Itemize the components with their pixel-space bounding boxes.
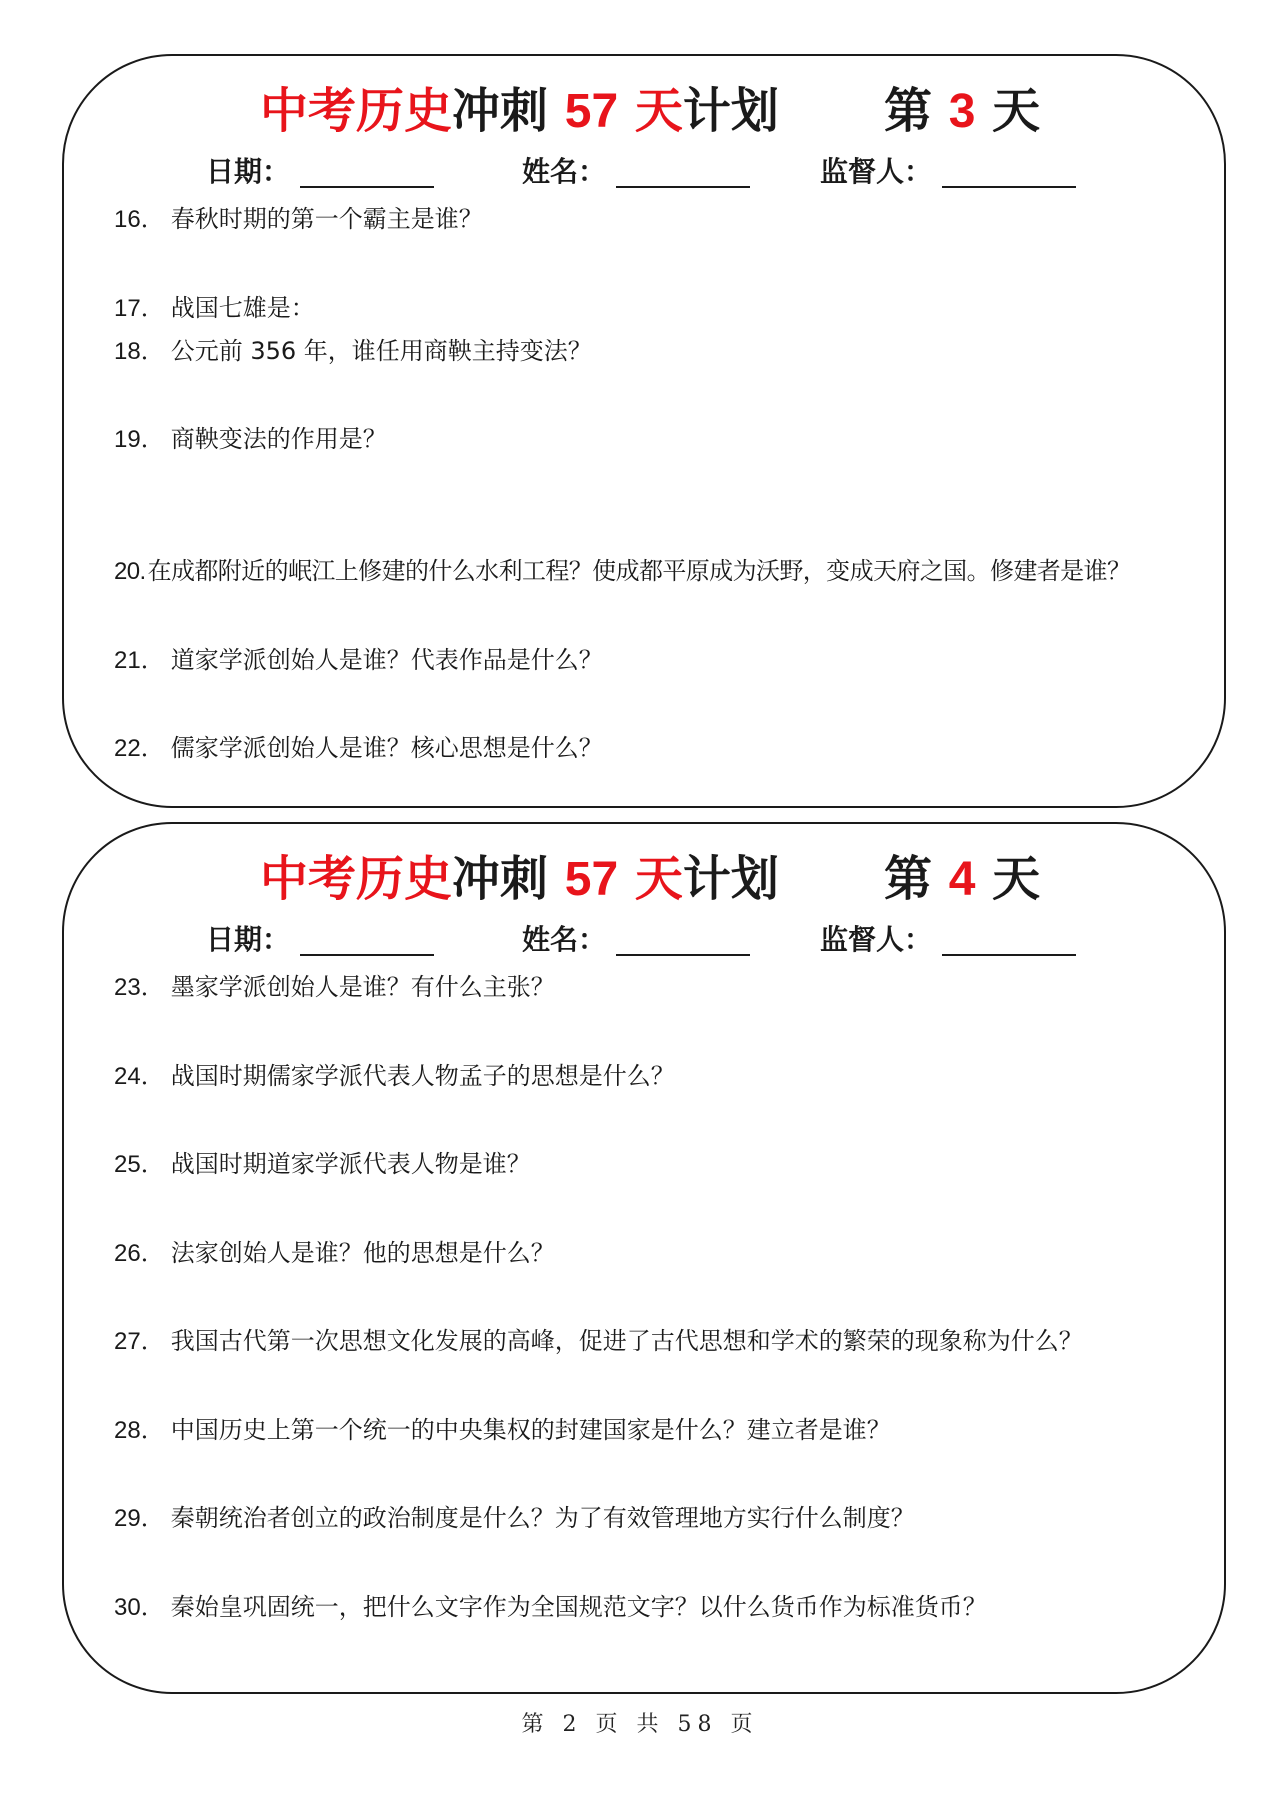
question-item: 29． 秦朝统治者创立的政治制度是什么？为了有效管理地方实行什么制度？ xyxy=(114,1504,915,1532)
info-fields xyxy=(64,152,1224,192)
name-blank[interactable] xyxy=(616,158,750,188)
question-item: 20.在成都附近的岷江上修建的什么水利工程？使成都平原成为沃野，变成天府之国。修建者是谁？ xyxy=(114,557,1131,585)
card-title xyxy=(64,80,1224,142)
title-sprint: 冲刺 xyxy=(452,83,549,139)
day-4-card xyxy=(62,822,1226,1694)
question-item: 27． 我国古代第一次思想文化发展的高峰，促进了古代思想和学术的繁荣的现象称为什么？ xyxy=(114,1327,1083,1355)
supervisor-field[interactable] xyxy=(820,920,1076,960)
card-title xyxy=(64,848,1224,910)
name-field[interactable] xyxy=(522,920,750,960)
info-fields xyxy=(64,920,1224,960)
question-item: 18． 公元前 356 年，谁任用商鞅主持变法？ xyxy=(114,337,592,365)
date-blank[interactable] xyxy=(300,926,434,956)
question-item: 26． 法家创始人是谁？他的思想是什么？ xyxy=(114,1239,555,1267)
question-item: 25． 战国时期道家学派代表人物是谁？ xyxy=(114,1150,531,1178)
title-subject: 中考历史 xyxy=(260,83,453,139)
question-item: 16． 春秋时期的第一个霸主是谁？ xyxy=(114,205,483,233)
date-label: 日期： xyxy=(206,923,291,956)
title-days-count: 57 xyxy=(564,853,619,906)
day-number: 3 xyxy=(948,85,976,138)
day-number: 4 xyxy=(948,853,976,906)
date-label: 日期： xyxy=(206,155,291,188)
supervisor-label: 监督人： xyxy=(820,923,933,956)
page-footer: 第 2 页 共 58 页 xyxy=(521,1712,759,1737)
title-days-unit: 天 xyxy=(634,851,683,907)
title-plan: 计划 xyxy=(682,83,779,139)
title-subject: 中考历史 xyxy=(260,851,453,907)
supervisor-field[interactable] xyxy=(820,152,1076,192)
name-label: 姓名： xyxy=(522,155,607,188)
supervisor-blank[interactable] xyxy=(942,158,1076,188)
question-item: 28． 中国历史上第一个统一的中央集权的封建国家是什么？建立者是谁？ xyxy=(114,1416,891,1444)
date-field[interactable] xyxy=(206,920,434,960)
date-field[interactable] xyxy=(206,152,434,192)
title-sprint: 冲刺 xyxy=(452,851,549,907)
plan-title xyxy=(260,80,779,143)
title-plan: 计划 xyxy=(682,851,779,907)
question-item: 17． 战国七雄是： xyxy=(114,294,315,322)
day-3-card xyxy=(62,54,1226,808)
plan-title xyxy=(260,848,779,911)
name-field[interactable] xyxy=(522,152,750,192)
title-days-unit: 天 xyxy=(634,83,683,139)
question-item: 24． 战国时期儒家学派代表人物孟子的思想是什么？ xyxy=(114,1062,675,1090)
question-item: 30． 秦始皇巩固统一，把什么文字作为全国规范文字？以什么货币作为标准货币？ xyxy=(114,1593,987,1621)
day-label: 第 3 天 xyxy=(884,83,1041,139)
day-label: 第 4 天 xyxy=(884,851,1041,907)
question-item: 22． 儒家学派创始人是谁？核心思想是什么？ xyxy=(114,734,603,762)
supervisor-label: 监督人： xyxy=(820,155,933,188)
question-item: 21． 道家学派创始人是谁？代表作品是什么？ xyxy=(114,646,603,674)
name-label: 姓名： xyxy=(522,923,607,956)
question-item: 23． 墨家学派创始人是谁？有什么主张？ xyxy=(114,973,555,1001)
date-blank[interactable] xyxy=(300,158,434,188)
name-blank[interactable] xyxy=(616,926,750,956)
supervisor-blank[interactable] xyxy=(942,926,1076,956)
title-days-count: 57 xyxy=(564,85,619,138)
question-item: 19． 商鞅变法的作用是？ xyxy=(114,425,387,453)
